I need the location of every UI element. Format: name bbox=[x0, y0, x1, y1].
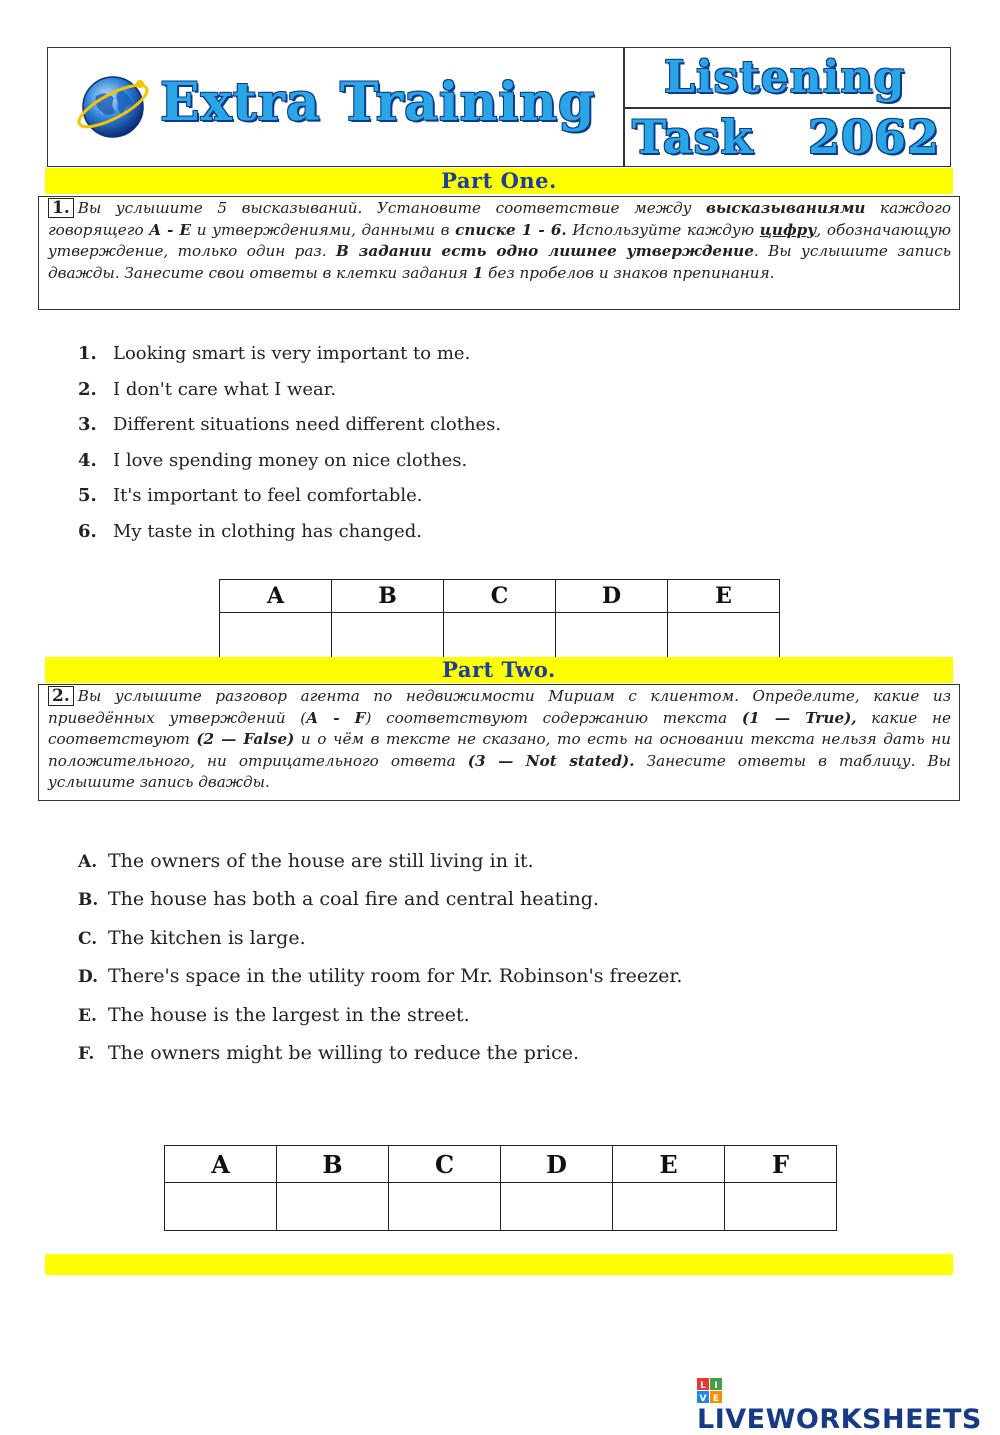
answer-cell-e[interactable] bbox=[613, 1183, 725, 1231]
answer-cell-c[interactable] bbox=[444, 613, 556, 658]
answer-cell-b[interactable] bbox=[332, 613, 444, 658]
svg-text:L: L bbox=[700, 1381, 706, 1391]
svg-text:E: E bbox=[712, 1394, 720, 1404]
brand-title: Extra Training bbox=[160, 72, 596, 133]
answer-header: E bbox=[668, 580, 780, 613]
list-item: 4. I love spending money on nice clothes. bbox=[78, 449, 468, 471]
list-item: A. The owners of the house are still living in it. bbox=[78, 850, 534, 872]
list-item: D. There's space in the utility room for Mr. Robinson's freezer. bbox=[78, 965, 683, 988]
part-one-statements bbox=[78, 340, 501, 554]
task-number-box: 1. bbox=[48, 198, 74, 218]
part-two-answer-table bbox=[164, 1145, 837, 1231]
answer-cell-c[interactable] bbox=[389, 1183, 501, 1231]
answer-cell-a[interactable] bbox=[165, 1183, 277, 1231]
liveworksheets-watermark bbox=[697, 1378, 1000, 1435]
part-one-answer-table bbox=[219, 579, 780, 657]
task-number: 2062 bbox=[808, 110, 941, 164]
answer-header: C bbox=[444, 580, 556, 613]
list-item: 6. My taste in clothing has changed. bbox=[78, 520, 422, 542]
list-item: C. The kitchen is large. bbox=[78, 926, 306, 949]
answer-header: C bbox=[389, 1146, 501, 1183]
list-item: F. The owners might be willing to reduce the price. bbox=[78, 1041, 580, 1064]
part-two-title: Part Two. bbox=[45, 657, 953, 683]
answer-cell-e[interactable] bbox=[668, 613, 780, 658]
globe-logo-icon bbox=[74, 66, 152, 144]
answer-header: A bbox=[165, 1146, 277, 1183]
answer-cell-f[interactable] bbox=[725, 1183, 837, 1231]
svg-text:I: I bbox=[714, 1381, 718, 1391]
header-divider-horizontal bbox=[623, 107, 951, 109]
answer-header: A bbox=[220, 580, 332, 613]
answer-header: E bbox=[613, 1146, 725, 1183]
list-item: 5. It's important to feel comfortable. bbox=[78, 485, 423, 507]
list-item: 2. I don't care what I wear. bbox=[78, 378, 337, 400]
list-item: 1. Looking smart is very important to me. bbox=[78, 343, 471, 364]
list-item: 3. Different situations need different clothes. bbox=[78, 414, 502, 436]
answer-cell-d[interactable] bbox=[556, 613, 668, 658]
section-title: Listening bbox=[664, 52, 906, 103]
answer-header: B bbox=[277, 1146, 389, 1183]
answer-header: B bbox=[332, 580, 444, 613]
liveworksheets-logo-icon bbox=[697, 1378, 723, 1404]
footer-highlight-bar bbox=[45, 1254, 953, 1275]
part-two-statements bbox=[78, 846, 682, 1076]
answer-header: D bbox=[556, 580, 668, 613]
answer-cell-a[interactable] bbox=[220, 613, 332, 658]
answer-cell-d[interactable] bbox=[501, 1183, 613, 1231]
svg-text:V: V bbox=[699, 1394, 707, 1404]
answer-header: D bbox=[501, 1146, 613, 1183]
task-label: Task bbox=[632, 110, 754, 164]
part-one-title: Part One. bbox=[45, 168, 953, 194]
answer-cell-b[interactable] bbox=[277, 1183, 389, 1231]
list-item: B. The house has both a coal fire and central heating. bbox=[78, 888, 599, 911]
task-number-box: 2. bbox=[48, 686, 74, 706]
watermark-text: LIVEWORKSHEETS bbox=[697, 1404, 982, 1435]
part-two-instructions: 2. Вы услышите разговор агента по недвижимости Мириам с клиентом. Определите, какие из приведённых утверждений (A - F) соответствуют содержанию текста (1 — True), какие не соответствуют (2 — False) и о чём в тексте не сказано, то есть на основании текста нельзя дать ни положительного, ни отрицательного ответа (3 — Not stated). Занесите ответы в таблицу. Вы услышите запись дважды. bbox=[38, 684, 960, 801]
list-item: E. The house is the largest in the street. bbox=[78, 1003, 470, 1026]
part-one-instructions: 1. Вы услышите 5 высказываний. Установите соответствие между высказываниями каждого говорящего A - E и утверждениями, данными в списке 1 - 6. Используйте каждую цифру, обозначающую утверждение, только один раз. В задании есть одно лишнее утверждение. Вы услышите запись дважды. Занесите свои ответы в клетки задания 1 без пробелов и знаков препинания. bbox=[38, 196, 960, 310]
answer-header: F bbox=[725, 1146, 837, 1183]
